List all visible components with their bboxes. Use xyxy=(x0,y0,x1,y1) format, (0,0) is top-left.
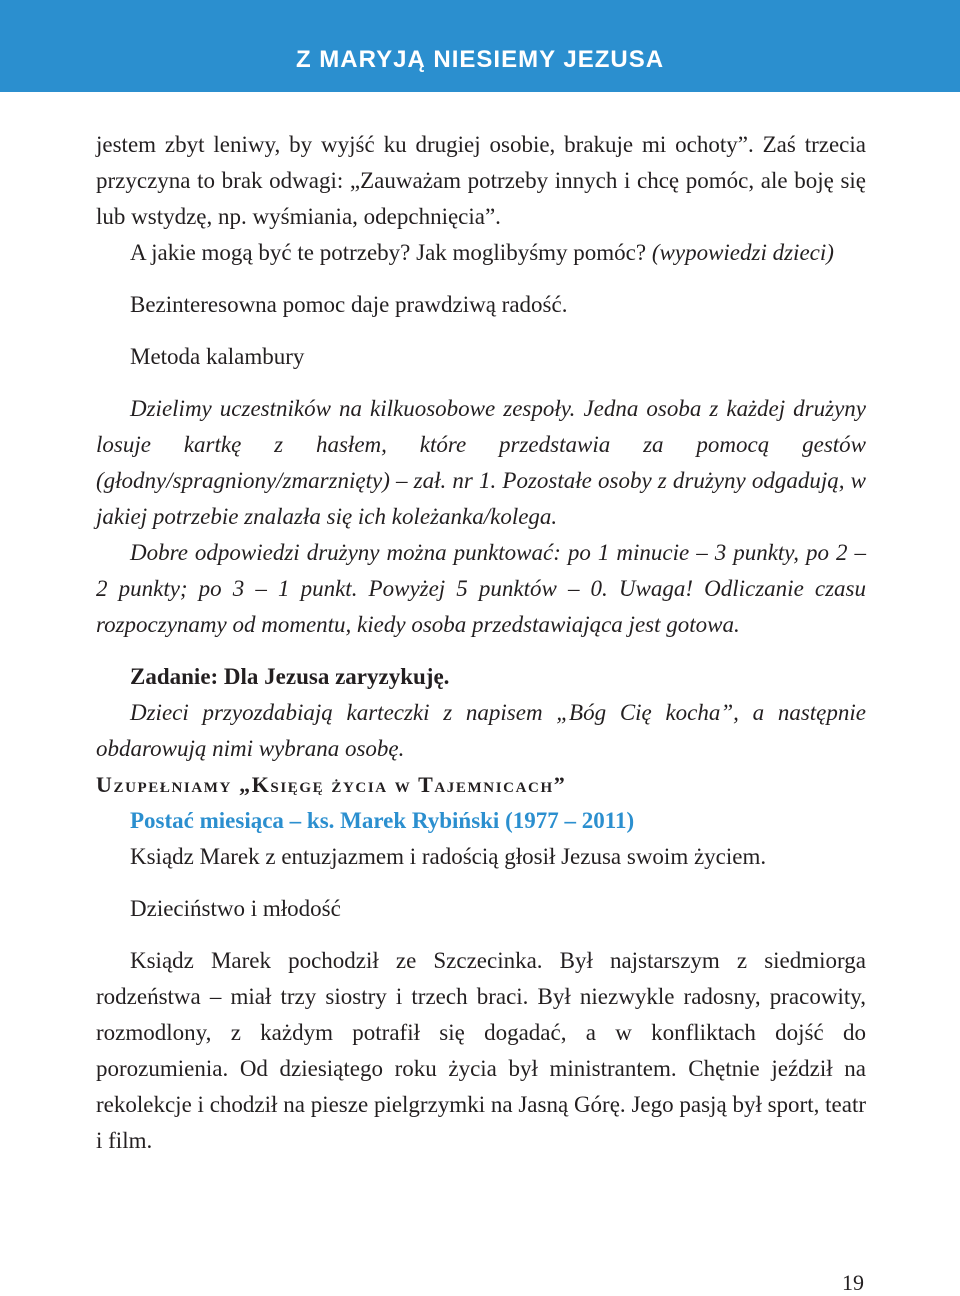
paragraph-method-description: Dzielimy uczestników na kilkuosobowe zespoły. Jedna osoba z każdej drużyny losuje kartkę z hasłem, które przedstawia za pomocą gestów (głodny/spragniony/zmarznięty) – zał. nr 1. Pozostałe osoby z drużyny odgadują, w jakiej potrzebie znalazła się ich koleżanka/kolega. xyxy=(96,396,866,529)
questions-text: A jakie mogą być te potrzeby? Jak moglibyśmy pomóc? xyxy=(130,240,652,265)
person-of-month-heading: Postać miesiąca – ks. Marek Rybiński (1977 – 2011) xyxy=(130,808,635,833)
section-title: Uzupełniamy „Księgę życia w Tajemnicach” xyxy=(96,772,567,797)
task-title: Zadanie: Dla Jezusa zaryzykuję. xyxy=(130,664,450,689)
paragraph-task: Dzieci przyozdabiają karteczki z napisem „Bóg Cię kocha”, a następnie obdarowują nimi wybrana osobę. xyxy=(96,700,866,761)
page-content xyxy=(96,127,866,1159)
paragraph-causes: jestem zbyt leniwy, by wyjść ku drugiej osobie, brakuje mi ochoty”. Zaś trzecia przyczyna to brak odwagi: „Zauważam potrzeby innych i chcę pomóc, ale boję się lub wstydzę, np. wyśmiania, odepchnięcia”. xyxy=(96,132,866,229)
paragraph-biography: Ksiądz Marek pochodził ze Szczecinka. Był najstarszym z siedmiorga rodzeństwa – miał trzy siostry i trzech braci. Był niezwykle radosny, pracowity, rozmodlony, z każdym potrafił się dogadać, a w konfliktach dojść do porozumienia. Od dziesiątego roku życia był ministrantem. Chętnie jeździł na rekolekcje i chodził na piesze pielgrzymki na Jasną Górę. Jego pasją był sport, teatr i film. xyxy=(96,948,866,1153)
paragraph-intro: Ksiądz Marek z entuzjazmem i radością głosił Jezusa swoim życiem. xyxy=(130,844,767,869)
page-number: 19 xyxy=(842,1270,864,1295)
questions-note: (wypowiedzi dzieci) xyxy=(651,240,834,265)
paragraph-questions xyxy=(96,235,866,271)
running-header: Z MARYJĄ NIESIEMY JEZUSA xyxy=(295,46,665,73)
paragraph-scoring: Dobre odpowiedzi drużyny można punktować: po 1 minucie – 3 punkty, po 2 – 2 punkty; po 3 – 1 punkt. Powyżej 5 punktów – 0. Uwaga! Odliczanie czasu rozpoczynamy od momentu, kiedy osoba przedstawiająca jest gotowa. xyxy=(96,540,866,637)
subsection-title: Dzieciństwo i młodość xyxy=(130,896,341,921)
method-title: Metoda kalambury xyxy=(130,344,305,369)
paragraph-joy: Bezinteresowna pomoc daje prawdziwą radość. xyxy=(130,292,568,317)
